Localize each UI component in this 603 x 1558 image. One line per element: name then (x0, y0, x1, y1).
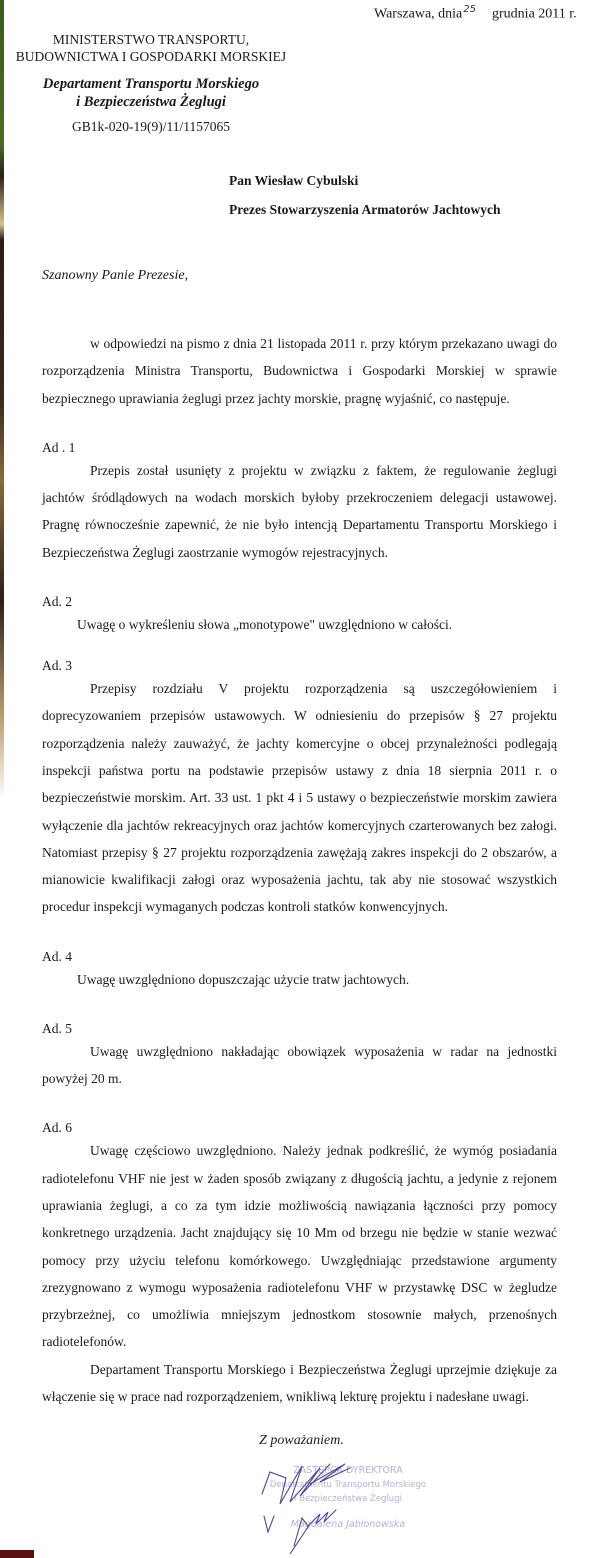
stamp-line-4: Magdalena Jabłonowska (290, 1519, 406, 1531)
section-heading-4: Ad. 4 (42, 948, 72, 964)
letterhead (0, 31, 302, 135)
date-month-year: grudnia 2011 r. (492, 6, 577, 22)
section-text-5: Uwagę uwzględniono nakładając obowiązek wyposażenia w radar na jednostki powyżej 20 m. (42, 1043, 557, 1087)
letter-body (42, 330, 557, 1410)
section-heading-5: Ad. 5 (42, 1020, 72, 1036)
recipient-block (229, 166, 603, 224)
recipient-name: Pan Wiesław Cybulski (229, 173, 359, 188)
date-line (374, 4, 577, 23)
section-text-1: Przepis został usunięty z projektu w związku z faktem, że regulowanie żeglugi jachtów śródlądowych na wodach morskich byłoby przekroczeniem delegacji ustawowej. Pragnę równocześnie zapewnić, że nie było intencją Departamentu Transportu Morskiego i Bezpieczeństwa Żeglugi zaostrzanie wymogów rejestracyjnych. (42, 462, 557, 560)
recipient-title: Prezes Stowarzyszenia Armatorów Jachtowych (229, 202, 501, 217)
ministry-name (0, 31, 302, 65)
scan-corner-mark (0, 1550, 34, 1558)
section-heading-6: Ad. 6 (42, 1120, 72, 1136)
handwritten-signature (250, 1454, 380, 1554)
ministry-line-2: BUDOWNICTWA I GOSPODARKI MORSKIEJ (15, 49, 287, 64)
section-heading-3: Ad. 3 (42, 658, 72, 674)
section-text-2: Uwagę o wykreśleniu słowa „monotypowe" uwzględniono w całości. (77, 617, 453, 633)
intro-paragraph: w odpowiedzi na pismo z dnia 21 listopada 2011 r. przy którym przekazano uwagi do rozporządzenia Ministra Transportu, Budownictwa i Gospodarki Morskiej w sprawie bezpiecznego uprawiania żeglugi przez jachty morskie, pragnę wyjaśnić, co następuje. (42, 336, 557, 406)
reference-number: GB1k-020-19(9)/11/1157065 (72, 119, 230, 134)
section-text-4: Uwagę uwzględniono dopuszczając użycie tratw jachtowych. (77, 971, 410, 987)
section-text-6: Uwagę częściowo uwzględniono. Należy jednak podkreślić, że wymóg posiadania radiotelefonu VHF nie jest w żaden sposób związany z długością jachtu, a jedynie z rejonem uprawiania żeglugi, a co za tym idzie możliwością nawiązania łączności przy pomocy konkretnego urządzenia. Jacht znajdujący się 10 Mm od brzegu nie będzie w stanie wezwać pomocy przy użyciu telefonu komórkowego. Uwzględniając przedstawione argumenty zrezygnowano z wymogu wyposażenia radiotelefonu VHF w przystawkę DSC w żegludze przybrzeżnej, co umożliwia mniejszym jednostkom stosownie małych, przenośnych radiotelefonów. (42, 1143, 557, 1350)
date-day-handwritten: 25 (463, 4, 477, 15)
closing-salutation: Z poważaniem. (259, 1433, 344, 1449)
letter-top (0, 0, 603, 150)
section-heading-1: Ad . 1 (42, 439, 76, 455)
department-name (0, 75, 302, 111)
stamp-line-2: Departamentu Transportu Morskiego (269, 1480, 427, 1491)
section-text-3: Przepisy rozdziału V projektu rozporządzenia są uszczegółowieniem i doprecyzowaniem przepisów ustawowych. W odniesieniu do przepisów § 27 projektu rozporządzenia należy zauważyć, że jachty komercyjne o obcej przynależności podlegają inspekcji państwa portu na podstawie przepisów ustawy z dnia 18 sierpnia 2011 r. o bezpieczeństwie morskim. Art. 33 ust. 1 pkt 4 i 5 ustawy o bezpieczeństwie morskim zawiera wyłączenie dla jachtów rekreacyjnych oraz jachtów komercyjnych czarterowanych bez załogi. Natomiast przepisy § 27 projektu rozporządzenia zawężają zakres inspekcji do 2 obszarów, a mianowicie kwalifikacji załogi oraz wyposażenia jachtu, tak aby nie stosować wszystkich procedur inspekcji wymaganych podczas kontroli statków konwencyjnych. (42, 681, 557, 915)
ministry-line-1: MINISTERSTWO TRANSPORTU, (52, 32, 250, 47)
department-line-1: Departament Transportu Morskiego (42, 76, 260, 92)
greeting: Szanowny Panie Prezesie, (42, 268, 189, 283)
stamp-line-1: ZASTĘPCA DYREKTORA (293, 1465, 403, 1477)
section-heading-2: Ad. 2 (42, 594, 72, 610)
department-line-2: i Bezpieczeństwa Żeglugi (76, 94, 226, 110)
thanks-paragraph: Departament Transportu Morskiego i Bezpieczeństwa Żeglugi uprzejmie dziękuje za włączenie się w prace nad rozporządzeniem, wnikliwą lekturę projektu i nadesłane uwagi. (42, 1361, 557, 1405)
date-prefix: Warszawa, dnia (374, 6, 463, 22)
stamp-line-3: i Bezpieczeństwa Żeglugi (294, 1494, 402, 1505)
signature-area (0, 1454, 603, 1558)
